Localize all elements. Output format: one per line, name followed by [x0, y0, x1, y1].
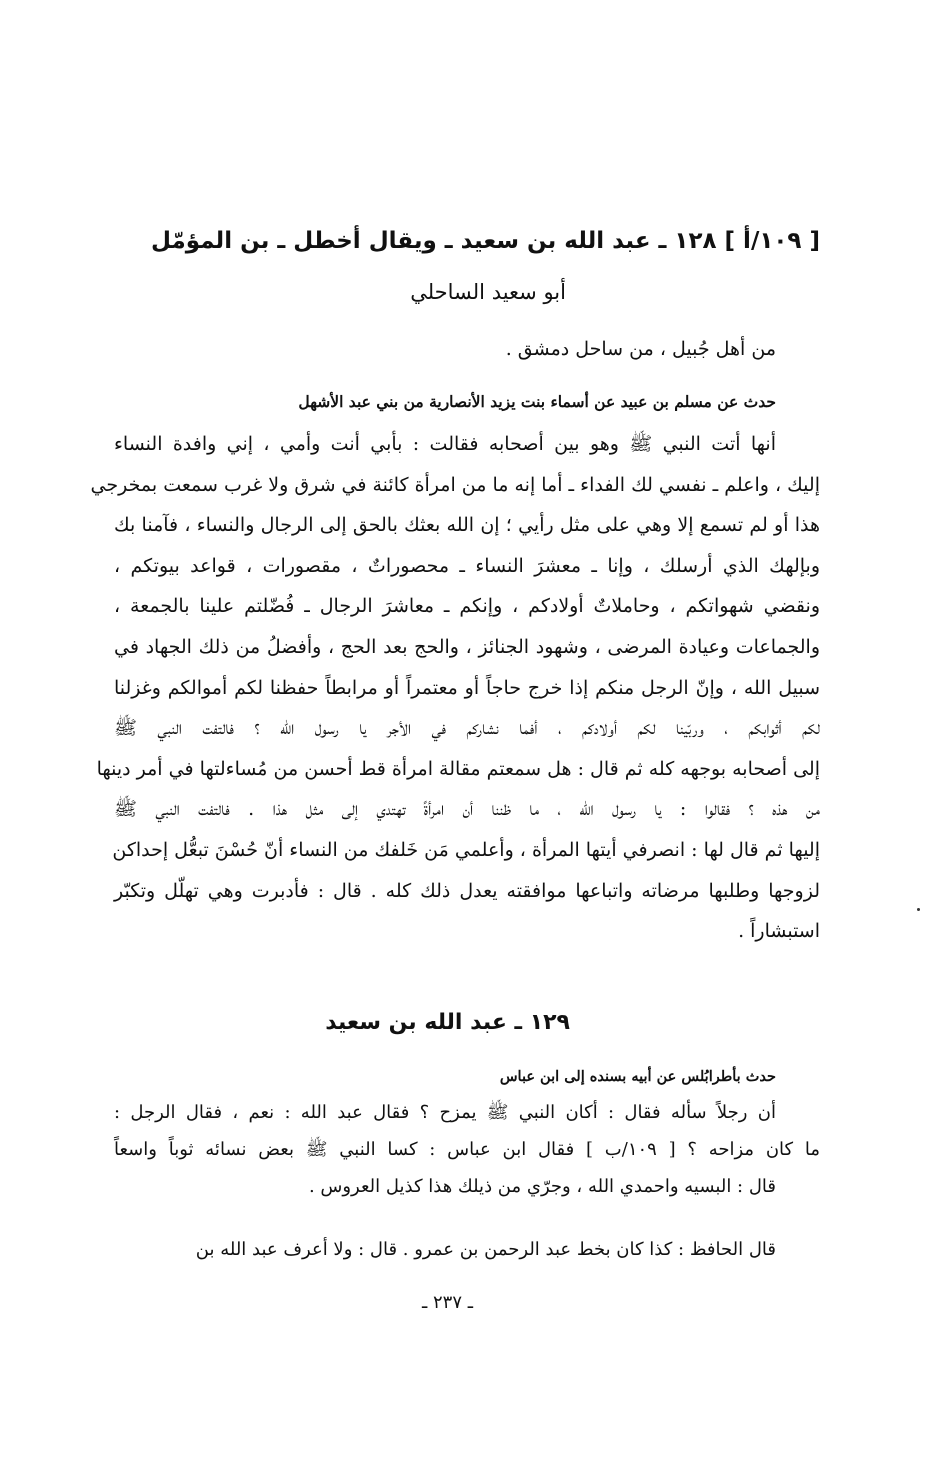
text-line: سبيل الله ، وإنّ الرجل منكم إذا خرج حاجاً أو معتمراً أو مرابطاً حفظنا لكم أموالكم وغزلنا [114, 676, 820, 699]
text-line: لزوجها وطلبها مرضاته واتباعها موافقته يعدل ذلك كله . قال : فأدبرت وهي تهلّل وتكبّر [114, 879, 820, 902]
entry-129-heading: ١٢٩ ـ عبد الله بن سعيد [325, 1010, 570, 1035]
text-line: إلى أصحابه بوجهه كله ثم قال : هل سمعتم مقالة امرأة قط أحسن من مُساءلتها في أمر دينها [96, 757, 820, 780]
entry-128-isnad: حدث عن مسلم بن عبيد عن أسماء بنت يزيد الأنصارية من بني عبد الأشهل [298, 392, 776, 411]
text-line: ما كان مزاحه ؟ [ ١٠٩/ب ] فقال ابن عباس : كسا النبي ﷺ بعض نسائه ثوباً واسعاً [114, 1139, 821, 1160]
text-line: إليك ، واعلم ـ نفسي لك الفداء ـ أما إنه ما من امرأة كائنة في شرق ولا غرب سمعت بمخرجي [90, 473, 820, 496]
margin-speck [917, 908, 920, 911]
text-line: أنها أتت النبي ﷺ وهو بين أصحابه فقالت : بأبي أنت وأمي ، إني وافدة النساء [114, 433, 776, 455]
entry-128-hadith-text [90, 424, 820, 952]
text-line: لكم أثوابكم ، وربّينا لكم أولادكم ، أفما نشاركم في الأجر يا رسول الله ؟ فالتفت النبي ﷺ [114, 717, 820, 740]
entry-128-origin: من أهل جُبيل ، من ساحل دمشق . [505, 338, 776, 360]
text-line: هذا أو لم تسمع إلا وهي على مثل رأيي ؛ إن الله بعثك بالحق إلى الرجال والنساء ، فآمنا بك [114, 514, 820, 537]
entry-128-heading: [ ١٠٩/أ ] ١٢٨ ـ عبد الله بن سعيد ـ ويقال أخطل ـ بن المؤمّل [150, 228, 820, 254]
entry-129-isnad: حدث بأطرابُلس عن أبيه بسنده إلى ابن عباس [499, 1068, 776, 1085]
note-line: قال الحافظ : كذا كان بخط عبد الرحمن بن عمرو . قال : ولا أعرف عبد الله بن [195, 1239, 776, 1260]
text-line: والجماعات وعيادة المرضى ، وشهود الجنائز ، والحج بعد الحج ، وأفضلُ من ذلك الجهاد في [114, 635, 820, 658]
entry-129-hafiz-note [114, 1232, 820, 1268]
text-line: من هذه ؟ فقالوا : يا رسول الله ، ما ظننا أن امرأةً تهتدي إلى مثل هذا . فالتفت النبي ﷺ [114, 798, 820, 821]
text-line: إليها ثم قال لها : انصرفي أيتها المرأة ، وأعلمي مَن خَلفك من النساء أنّ حُسْنَ تبعُّل إحداكن [112, 838, 820, 861]
text-line: قال : البسيه واحمدي الله ، وجرّي من ذيلك هذا كذيل العروس . [308, 1176, 776, 1197]
text-line: أن رجلاً سأله فقال : أكان النبي ﷺ يمزح ؟ فقال عبد الله : نعم ، فقال الرجل : [114, 1102, 776, 1123]
text-line: ونقضي شهواتكم ، وحاملاتٌ أولادكم ، وإنكم ـ معاشرَ الرجال ـ فُضّلتم علينا بالجمعة ، [114, 595, 820, 618]
entry-128-kunya: أبو سعيد الساحلي [410, 280, 566, 304]
entry-129-hadith-text [114, 1094, 820, 1205]
page-number: ـ ٢٣٧ ـ [422, 1292, 474, 1313]
text-line: استبشاراً . [738, 920, 820, 943]
text-line: وبإلهك الذي أرسلك ، وإنا ـ معشرَ النساء ـ محصوراتٌ ، مقصورات ، قواعد بيوتكم ، [114, 554, 820, 577]
